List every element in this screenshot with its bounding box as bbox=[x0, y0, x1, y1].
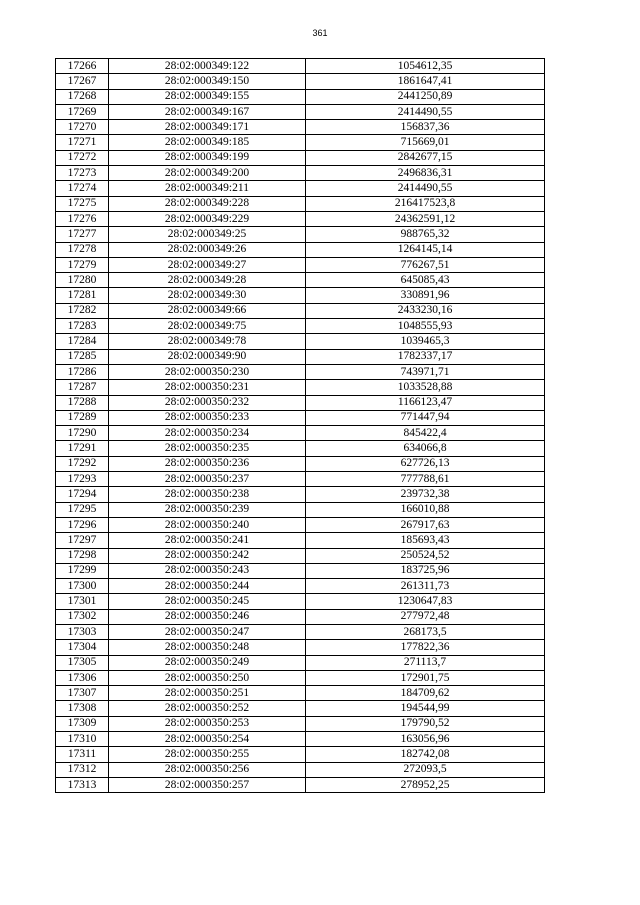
row-number-cell: 17281 bbox=[56, 288, 109, 303]
cadastral-value-cell: 771447,94 bbox=[306, 410, 545, 425]
row-number-cell: 17290 bbox=[56, 426, 109, 441]
cadastral-number-cell: 28:02:000349:155 bbox=[109, 89, 306, 104]
cadastral-number-cell: 28:02:000350:247 bbox=[109, 624, 306, 639]
cadastral-number-cell: 28:02:000350:243 bbox=[109, 563, 306, 578]
cadastral-number-cell: 28:02:000349:200 bbox=[109, 166, 306, 181]
cadastral-value-cell: 183725,96 bbox=[306, 563, 545, 578]
table-row bbox=[56, 777, 545, 792]
cadastral-value-cell: 1166123,47 bbox=[306, 395, 545, 410]
row-number-cell: 17272 bbox=[56, 150, 109, 165]
table-row bbox=[56, 716, 545, 731]
cadastral-number-cell: 28:02:000350:233 bbox=[109, 410, 306, 425]
row-number-cell: 17305 bbox=[56, 655, 109, 670]
row-number-cell: 17285 bbox=[56, 349, 109, 364]
row-number-cell: 17266 bbox=[56, 59, 109, 74]
table-row bbox=[56, 364, 545, 379]
table-row bbox=[56, 150, 545, 165]
table-row bbox=[56, 579, 545, 594]
table-row bbox=[56, 487, 545, 502]
cadastral-number-cell: 28:02:000350:239 bbox=[109, 502, 306, 517]
table-row bbox=[56, 196, 545, 211]
cadastral-value-cell: 185693,43 bbox=[306, 533, 545, 548]
cadastral-value-cell: 634066,8 bbox=[306, 441, 545, 456]
cadastral-value-cell: 271113,7 bbox=[306, 655, 545, 670]
table-row bbox=[56, 410, 545, 425]
cadastral-value-cell: 182742,08 bbox=[306, 747, 545, 762]
table-row bbox=[56, 517, 545, 532]
cadastral-number-cell: 28:02:000350:230 bbox=[109, 364, 306, 379]
table-row bbox=[56, 303, 545, 318]
table-row bbox=[56, 74, 545, 89]
cadastral-value-cell: 1039465,3 bbox=[306, 334, 545, 349]
row-number-cell: 17295 bbox=[56, 502, 109, 517]
cadastral-value-cell: 278952,25 bbox=[306, 777, 545, 792]
row-number-cell: 17287 bbox=[56, 380, 109, 395]
row-number-cell: 17296 bbox=[56, 517, 109, 532]
table-row bbox=[56, 747, 545, 762]
cadastral-value-cell: 627726,13 bbox=[306, 456, 545, 471]
cadastral-value-cell: 2414490,55 bbox=[306, 104, 545, 119]
cadastral-number-cell: 28:02:000350:248 bbox=[109, 640, 306, 655]
cadastral-value-cell: 250524,52 bbox=[306, 548, 545, 563]
row-number-cell: 17294 bbox=[56, 487, 109, 502]
table-row bbox=[56, 732, 545, 747]
row-number-cell: 17289 bbox=[56, 410, 109, 425]
row-number-cell: 17286 bbox=[56, 364, 109, 379]
table-row bbox=[56, 426, 545, 441]
cadastral-value-cell: 261311,73 bbox=[306, 579, 545, 594]
row-number-cell: 17269 bbox=[56, 104, 109, 119]
table-row bbox=[56, 273, 545, 288]
cadastral-value-cell: 2414490,55 bbox=[306, 181, 545, 196]
cadastral-value-cell: 1861647,41 bbox=[306, 74, 545, 89]
table-row bbox=[56, 563, 545, 578]
row-number-cell: 17292 bbox=[56, 456, 109, 471]
cadastral-value-cell: 172901,75 bbox=[306, 670, 545, 685]
row-number-cell: 17301 bbox=[56, 594, 109, 609]
cadastral-number-cell: 28:02:000349:122 bbox=[109, 59, 306, 74]
row-number-cell: 17303 bbox=[56, 624, 109, 639]
cadastral-number-cell: 28:02:000350:238 bbox=[109, 487, 306, 502]
table-row bbox=[56, 686, 545, 701]
cadastral-number-cell: 28:02:000349:90 bbox=[109, 349, 306, 364]
cadastral-value-cell: 277972,48 bbox=[306, 609, 545, 624]
row-number-cell: 17313 bbox=[56, 777, 109, 792]
page-number: 361 bbox=[312, 28, 328, 38]
cadastral-value-cell: 179790,52 bbox=[306, 716, 545, 731]
cadastral-value-cell: 776267,51 bbox=[306, 257, 545, 272]
cadastral-number-cell: 28:02:000350:231 bbox=[109, 380, 306, 395]
row-number-cell: 17278 bbox=[56, 242, 109, 257]
cadastral-value-cell: 166010,88 bbox=[306, 502, 545, 517]
row-number-cell: 17283 bbox=[56, 319, 109, 334]
cadastral-value-cell: 743971,71 bbox=[306, 364, 545, 379]
cadastral-value-cell: 715669,01 bbox=[306, 135, 545, 150]
cadastral-value-cell: 988765,32 bbox=[306, 227, 545, 242]
row-number-cell: 17309 bbox=[56, 716, 109, 731]
row-number-cell: 17293 bbox=[56, 472, 109, 487]
cadastral-value-cell: 177822,36 bbox=[306, 640, 545, 655]
table-row bbox=[56, 257, 545, 272]
row-number-cell: 17274 bbox=[56, 181, 109, 196]
row-number-cell: 17300 bbox=[56, 579, 109, 594]
table-row bbox=[56, 166, 545, 181]
cadastral-value-cell: 1048555,93 bbox=[306, 319, 545, 334]
cadastral-number-cell: 28:02:000350:242 bbox=[109, 548, 306, 563]
table-row bbox=[56, 288, 545, 303]
table-row bbox=[56, 135, 545, 150]
table-row bbox=[56, 120, 545, 135]
cadastral-value-table bbox=[55, 58, 545, 793]
cadastral-number-cell: 28:02:000350:241 bbox=[109, 533, 306, 548]
cadastral-number-cell: 28:02:000350:249 bbox=[109, 655, 306, 670]
cadastral-number-cell: 28:02:000349:167 bbox=[109, 104, 306, 119]
cadastral-number-cell: 28:02:000349:150 bbox=[109, 74, 306, 89]
table-row bbox=[56, 181, 545, 196]
row-number-cell: 17298 bbox=[56, 548, 109, 563]
cadastral-number-cell: 28:02:000350:237 bbox=[109, 472, 306, 487]
table-row bbox=[56, 104, 545, 119]
table-row bbox=[56, 762, 545, 777]
table-row bbox=[56, 472, 545, 487]
cadastral-number-cell: 28:02:000350:256 bbox=[109, 762, 306, 777]
row-number-cell: 17311 bbox=[56, 747, 109, 762]
cadastral-value-cell: 239732,38 bbox=[306, 487, 545, 502]
cadastral-value-cell: 845422,4 bbox=[306, 426, 545, 441]
row-number-cell: 17270 bbox=[56, 120, 109, 135]
row-number-cell: 17279 bbox=[56, 257, 109, 272]
cadastral-number-cell: 28:02:000350:255 bbox=[109, 747, 306, 762]
row-number-cell: 17273 bbox=[56, 166, 109, 181]
cadastral-value-cell: 1054612,35 bbox=[306, 59, 545, 74]
cadastral-value-cell: 1782337,17 bbox=[306, 349, 545, 364]
cadastral-value-cell: 645085,43 bbox=[306, 273, 545, 288]
table-row bbox=[56, 89, 545, 104]
cadastral-number-cell: 28:02:000350:253 bbox=[109, 716, 306, 731]
row-number-cell: 17267 bbox=[56, 74, 109, 89]
table-row bbox=[56, 59, 545, 74]
cadastral-number-cell: 28:02:000350:232 bbox=[109, 395, 306, 410]
row-number-cell: 17284 bbox=[56, 334, 109, 349]
row-number-cell: 17291 bbox=[56, 441, 109, 456]
cadastral-number-cell: 28:02:000349:25 bbox=[109, 227, 306, 242]
cadastral-number-cell: 28:02:000349:78 bbox=[109, 334, 306, 349]
table-row bbox=[56, 701, 545, 716]
row-number-cell: 17307 bbox=[56, 686, 109, 701]
table-row bbox=[56, 609, 545, 624]
cadastral-value-cell: 2496836,31 bbox=[306, 166, 545, 181]
row-number-cell: 17306 bbox=[56, 670, 109, 685]
table-row bbox=[56, 319, 545, 334]
table-row bbox=[56, 242, 545, 257]
cadastral-value-cell: 330891,96 bbox=[306, 288, 545, 303]
table-row bbox=[56, 456, 545, 471]
cadastral-value-cell: 272093,5 bbox=[306, 762, 545, 777]
cadastral-number-cell: 28:02:000350:250 bbox=[109, 670, 306, 685]
cadastral-number-cell: 28:02:000349:229 bbox=[109, 211, 306, 226]
cadastral-value-cell: 1230647,83 bbox=[306, 594, 545, 609]
cadastral-number-cell: 28:02:000349:211 bbox=[109, 181, 306, 196]
row-number-cell: 17302 bbox=[56, 609, 109, 624]
cadastral-number-cell: 28:02:000349:30 bbox=[109, 288, 306, 303]
cadastral-number-cell: 28:02:000350:245 bbox=[109, 594, 306, 609]
cadastral-value-cell: 163056,96 bbox=[306, 732, 545, 747]
cadastral-value-cell: 777788,61 bbox=[306, 472, 545, 487]
row-number-cell: 17268 bbox=[56, 89, 109, 104]
cadastral-value-cell: 1264145,14 bbox=[306, 242, 545, 257]
row-number-cell: 17304 bbox=[56, 640, 109, 655]
row-number-cell: 17280 bbox=[56, 273, 109, 288]
cadastral-value-cell: 156837,36 bbox=[306, 120, 545, 135]
row-number-cell: 17282 bbox=[56, 303, 109, 318]
cadastral-number-cell: 28:02:000350:235 bbox=[109, 441, 306, 456]
table-row bbox=[56, 594, 545, 609]
cadastral-number-cell: 28:02:000349:199 bbox=[109, 150, 306, 165]
table-row bbox=[56, 533, 545, 548]
cadastral-value-cell: 268173,5 bbox=[306, 624, 545, 639]
row-number-cell: 17312 bbox=[56, 762, 109, 777]
row-number-cell: 17288 bbox=[56, 395, 109, 410]
cadastral-number-cell: 28:02:000350:251 bbox=[109, 686, 306, 701]
table-row bbox=[56, 334, 545, 349]
cadastral-number-cell: 28:02:000349:185 bbox=[109, 135, 306, 150]
cadastral-value-cell: 24362591,12 bbox=[306, 211, 545, 226]
table-row bbox=[56, 502, 545, 517]
table-row bbox=[56, 670, 545, 685]
cadastral-number-cell: 28:02:000350:244 bbox=[109, 579, 306, 594]
table-row bbox=[56, 380, 545, 395]
row-number-cell: 17299 bbox=[56, 563, 109, 578]
row-number-cell: 17310 bbox=[56, 732, 109, 747]
cadastral-number-cell: 28:02:000350:240 bbox=[109, 517, 306, 532]
cadastral-number-cell: 28:02:000350:234 bbox=[109, 426, 306, 441]
cadastral-value-cell: 184709,62 bbox=[306, 686, 545, 701]
cadastral-number-cell: 28:02:000349:27 bbox=[109, 257, 306, 272]
table-row bbox=[56, 624, 545, 639]
cadastral-number-cell: 28:02:000350:252 bbox=[109, 701, 306, 716]
table-row bbox=[56, 227, 545, 242]
cadastral-value-cell: 216417523,8 bbox=[306, 196, 545, 211]
cadastral-number-cell: 28:02:000349:75 bbox=[109, 319, 306, 334]
cadastral-number-cell: 28:02:000350:236 bbox=[109, 456, 306, 471]
cadastral-number-cell: 28:02:000349:28 bbox=[109, 273, 306, 288]
cadastral-number-cell: 28:02:000350:254 bbox=[109, 732, 306, 747]
row-number-cell: 17277 bbox=[56, 227, 109, 242]
cadastral-value-cell: 267917,63 bbox=[306, 517, 545, 532]
table-row bbox=[56, 211, 545, 226]
row-number-cell: 17297 bbox=[56, 533, 109, 548]
cadastral-value-cell: 1033528,88 bbox=[306, 380, 545, 395]
cadastral-number-cell: 28:02:000349:66 bbox=[109, 303, 306, 318]
table-body bbox=[56, 59, 545, 793]
cadastral-number-cell: 28:02:000349:26 bbox=[109, 242, 306, 257]
cadastral-number-cell: 28:02:000349:228 bbox=[109, 196, 306, 211]
cadastral-number-cell: 28:02:000350:246 bbox=[109, 609, 306, 624]
row-number-cell: 17271 bbox=[56, 135, 109, 150]
row-number-cell: 17276 bbox=[56, 211, 109, 226]
row-number-cell: 17308 bbox=[56, 701, 109, 716]
cadastral-value-cell: 2441250,89 bbox=[306, 89, 545, 104]
table-row bbox=[56, 395, 545, 410]
cadastral-value-cell: 2842677,15 bbox=[306, 150, 545, 165]
table-row bbox=[56, 640, 545, 655]
cadastral-value-cell: 2433230,16 bbox=[306, 303, 545, 318]
table-row bbox=[56, 655, 545, 670]
row-number-cell: 17275 bbox=[56, 196, 109, 211]
table-row bbox=[56, 349, 545, 364]
table-row bbox=[56, 548, 545, 563]
cadastral-number-cell: 28:02:000350:257 bbox=[109, 777, 306, 792]
cadastral-number-cell: 28:02:000349:171 bbox=[109, 120, 306, 135]
cadastral-value-cell: 194544,99 bbox=[306, 701, 545, 716]
table-row bbox=[56, 441, 545, 456]
